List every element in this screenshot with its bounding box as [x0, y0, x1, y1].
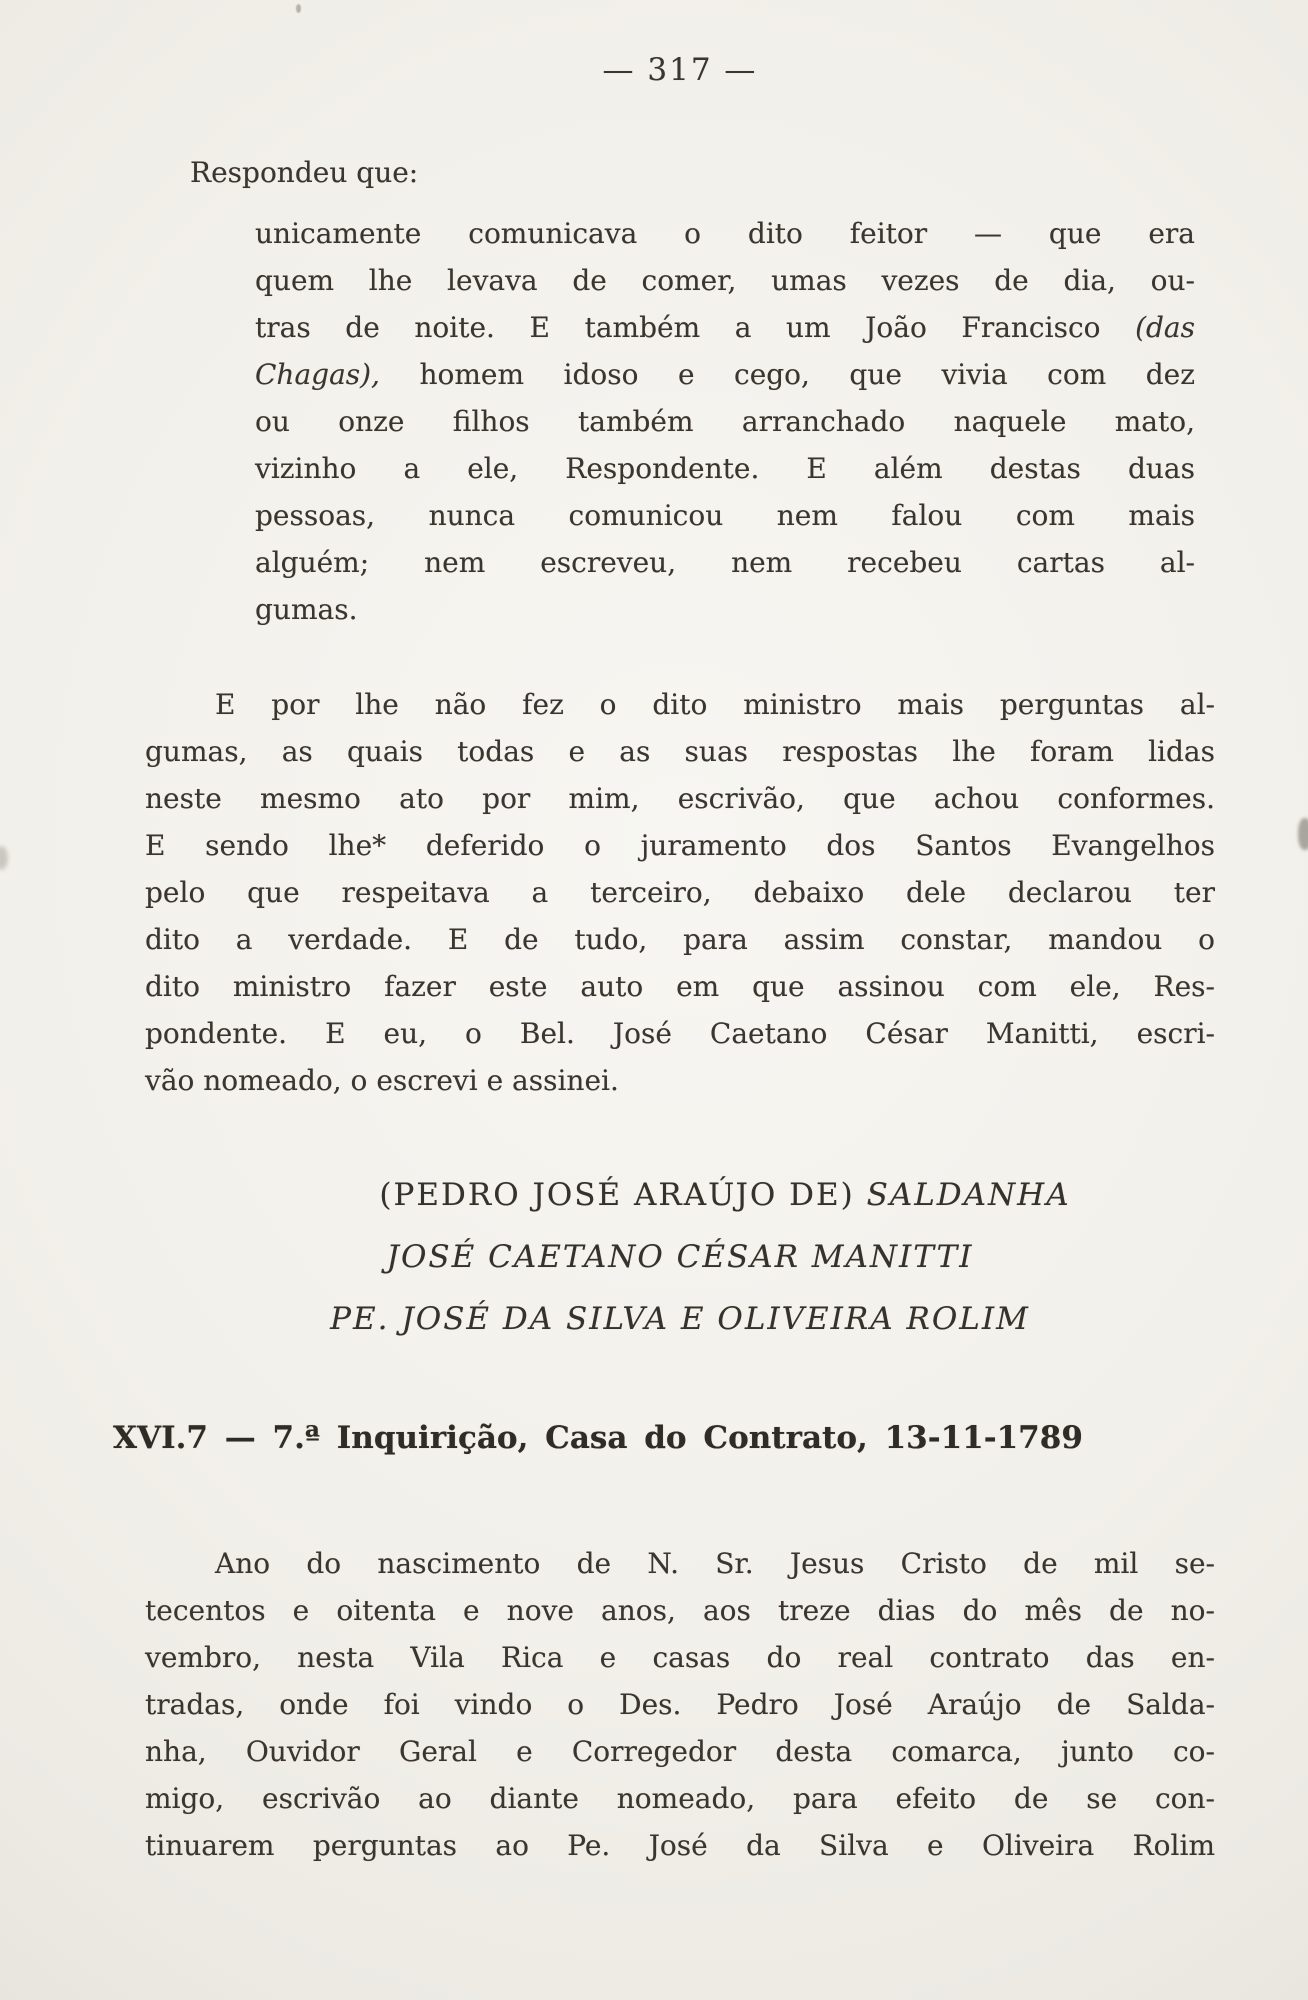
text-line	[255, 539, 1195, 586]
intro-line: Respondeu que:	[190, 156, 419, 189]
inquiry-paragraph	[145, 1540, 1215, 1869]
italic-text-segment: (das	[1135, 311, 1195, 344]
text-segment: alguém; nem escreveu, nem recebeu cartas al-	[255, 546, 1195, 579]
text-line	[255, 586, 1195, 633]
text-line	[145, 1010, 1215, 1057]
text-segment: dito a verdade. E de tudo, para assim constar, mandou o	[145, 923, 1215, 956]
text-line	[145, 822, 1215, 869]
text-line	[145, 1587, 1215, 1634]
italic-text-segment: Chagas),	[255, 358, 380, 391]
text-segment: unicamente comunicava o dito feitor — que era	[255, 217, 1195, 250]
text-segment: neste mesmo ato por mim, escrivão, que achou conformes.	[145, 782, 1215, 815]
text-line	[145, 869, 1215, 916]
italic-text-segment: JOSÉ CAETANO CÉSAR MANITTI	[386, 1239, 974, 1275]
text-line	[145, 1728, 1215, 1775]
scan-artifact-left-edge	[0, 846, 8, 870]
italic-text-segment: SALDANHA	[866, 1177, 1071, 1213]
text-line	[255, 210, 1195, 257]
text-line	[145, 1634, 1215, 1681]
text-segment: migo, escrivão ao diante nomeado, para efeito de se con-	[145, 1782, 1215, 1815]
text-line	[145, 1288, 1215, 1350]
page-number: — 317 —	[602, 52, 758, 88]
text-line	[255, 257, 1195, 304]
section-heading: XVI.7 — 7.ª Inquirição, Casa do Contrato, 13-11-1789	[113, 1420, 1083, 1456]
italic-text-segment: PE. JOSÉ DA SILVA E OLIVEIRA ROLIM	[330, 1301, 1030, 1337]
text-segment: ou onze filhos também arranchado naquele mato,	[255, 405, 1195, 438]
text-segment: pondente. E eu, o Bel. José Caetano César Manitti, escri-	[145, 1017, 1215, 1050]
text-segment: Ano do nascimento de N. Sr. Jesus Cristo de mil se-	[215, 1547, 1215, 1580]
text-line	[145, 1057, 1215, 1104]
text-segment: tinuarem perguntas ao Pe. José da Silva e Oliveira Rolim	[145, 1829, 1215, 1862]
signature-block	[145, 1138, 1215, 1350]
text-segment: E sendo lhe* deferido o juramento dos Santos Evangelhos	[145, 829, 1215, 862]
text-line	[255, 351, 1195, 398]
text-line	[255, 304, 1195, 351]
text-segment: dito ministro fazer este auto em que assinou com ele, Res-	[145, 970, 1215, 1003]
text-line	[145, 1822, 1215, 1869]
text-segment: tecentos e oitenta e nove anos, aos treze dias do mês de no-	[145, 1594, 1215, 1627]
text-line	[145, 1775, 1215, 1822]
text-line	[145, 1540, 1215, 1587]
text-segment: tras de noite. E também a um João Francisco	[255, 311, 1136, 344]
text-line	[145, 1226, 1215, 1288]
text-line	[255, 492, 1195, 539]
text-line	[145, 916, 1215, 963]
text-segment: quem lhe levava de comer, umas vezes de dia, ou-	[255, 264, 1195, 297]
text-segment: tradas, onde foi vindo o Des. Pedro José Araújo de Salda-	[145, 1688, 1215, 1721]
text-line	[255, 398, 1195, 445]
text-segment: pessoas, nunca comunicou nem falou com mais	[255, 499, 1195, 532]
text-line	[145, 728, 1215, 775]
text-segment: gumas, as quais todas e as suas respostas lhe foram lidas	[145, 735, 1215, 768]
text-segment: E por lhe não fez o dito ministro mais perguntas al-	[215, 688, 1215, 721]
text-line	[145, 681, 1215, 728]
scan-artifact-right-edge	[1298, 818, 1308, 850]
text-line	[145, 1164, 1215, 1226]
text-segment: nha, Ouvidor Geral e Corregedor desta comarca, junto co-	[145, 1735, 1215, 1768]
text-segment: homem idoso e cego, que vivia com dez	[379, 358, 1195, 391]
text-line	[255, 445, 1195, 492]
text-segment: pelo que respeitava a terceiro, debaixo dele declarou ter	[145, 876, 1215, 909]
text-line	[145, 1681, 1215, 1728]
text-segment: (PEDRO JOSÉ ARAÚJO DE)	[379, 1177, 867, 1213]
text-segment: vembro, nesta Vila Rica e casas do real contrato das en-	[145, 1641, 1215, 1674]
testimony-quote-block	[255, 210, 1195, 633]
scan-artifact-top	[296, 4, 301, 13]
text-segment: vão nomeado, o escrevi e assinei.	[145, 1064, 619, 1097]
text-line	[145, 963, 1215, 1010]
text-line	[145, 775, 1215, 822]
text-segment: gumas.	[255, 593, 358, 626]
oath-paragraph	[145, 681, 1215, 1104]
text-segment: vizinho a ele, Respondente. E além destas duas	[255, 452, 1195, 485]
